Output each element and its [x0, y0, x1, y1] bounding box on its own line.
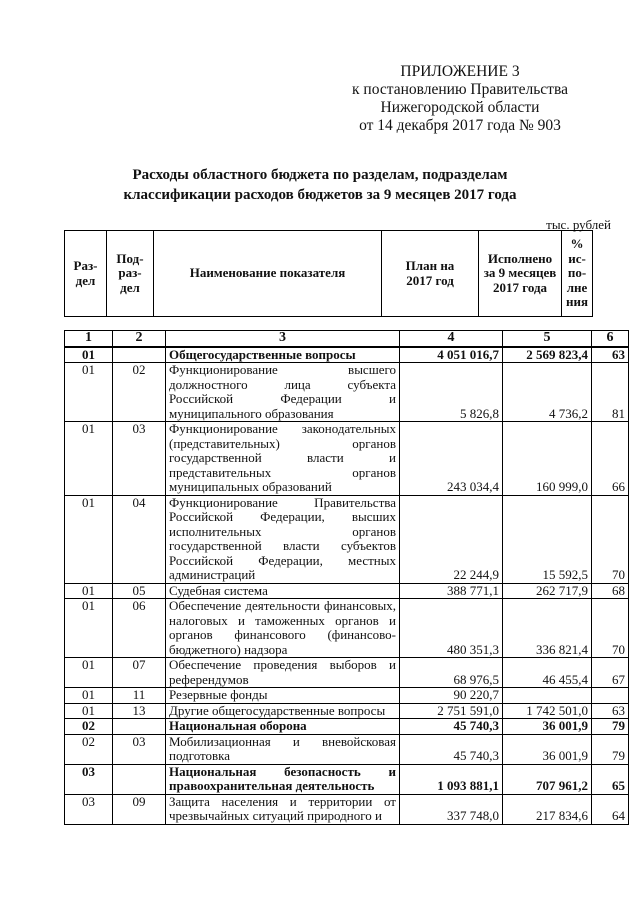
- table-row: [65, 688, 629, 704]
- done-cell: 1 742 501,0: [503, 703, 592, 719]
- razdel-cell: 03: [65, 794, 113, 824]
- table-row: [65, 794, 629, 824]
- header-done: Исполнено за 9 месяцев 2017 года: [479, 231, 562, 317]
- podrazdel-cell: 13: [113, 703, 166, 719]
- pct-cell: 70: [592, 599, 629, 658]
- plan-cell: 243 034,4: [400, 422, 503, 496]
- pct-cell: 81: [592, 363, 629, 422]
- podrazdel-cell: 04: [113, 495, 166, 583]
- name-cell: Функционирование Правительства Российской Федерации, высших исполнительных органов государственной власти субъектов Российской Федерации, местных администраций: [166, 495, 400, 583]
- table-row: [65, 734, 629, 764]
- column-header-table: [64, 230, 593, 317]
- podrazdel-cell: [113, 347, 166, 363]
- table-row: [65, 347, 629, 363]
- plan-cell: 45 740,3: [400, 719, 503, 735]
- name-cell: Судебная система: [166, 583, 400, 599]
- name-cell: Обеспечение проведения выборов и референдумов: [166, 658, 400, 688]
- table-row: [65, 764, 629, 794]
- colnum-1: 1: [65, 331, 113, 347]
- budget-table: [64, 330, 629, 825]
- done-cell: 336 821,4: [503, 599, 592, 658]
- pct-cell: [592, 688, 629, 704]
- done-cell: [503, 688, 592, 704]
- header-razdel: Раз- дел: [65, 231, 107, 317]
- pct-cell: 79: [592, 719, 629, 735]
- table-row: [65, 658, 629, 688]
- done-cell: 160 999,0: [503, 422, 592, 496]
- podrazdel-cell: 07: [113, 658, 166, 688]
- table-row: [65, 363, 629, 422]
- table-row: [65, 703, 629, 719]
- podrazdel-cell: 05: [113, 583, 166, 599]
- document-title: [40, 165, 600, 205]
- plan-cell: 388 771,1: [400, 583, 503, 599]
- done-cell: 4 736,2: [503, 363, 592, 422]
- razdel-cell: 02: [65, 719, 113, 735]
- name-cell: Функционирование законодательных (представительных) органов государственной власти и представительных органов муниципальных образований: [166, 422, 400, 496]
- title-line-2: классификации расходов бюджетов за 9 месяцев 2017 года: [123, 187, 517, 203]
- plan-cell: 90 220,7: [400, 688, 503, 704]
- colnum-5: 5: [503, 331, 592, 347]
- razdel-cell: 01: [65, 363, 113, 422]
- done-cell: 36 001,9: [503, 719, 592, 735]
- header-plan: План на 2017 год: [382, 231, 479, 317]
- colnum-6: 6: [592, 331, 629, 347]
- column-header-row: [65, 231, 593, 317]
- pct-cell: 64: [592, 794, 629, 824]
- name-cell: Обеспечение деятельности финансовых, налоговых и таможенных органов и органов финансового (финансово-бюджетного) надзора: [166, 599, 400, 658]
- header-pct: % ис- по- лне ния: [562, 231, 593, 317]
- podrazdel-cell: 02: [113, 363, 166, 422]
- razdel-cell: 02: [65, 734, 113, 764]
- resolution-line: к постановлению Правительства: [352, 81, 568, 98]
- name-cell: Резервные фонды: [166, 688, 400, 704]
- podrazdel-cell: [113, 719, 166, 735]
- header-name: Наименование показателя: [154, 231, 382, 317]
- pct-cell: 66: [592, 422, 629, 496]
- plan-cell: 337 748,0: [400, 794, 503, 824]
- name-cell: Мобилизационная и вневойсковая подготовка: [166, 734, 400, 764]
- pct-cell: 68: [592, 583, 629, 599]
- pct-cell: 79: [592, 734, 629, 764]
- pct-cell: 63: [592, 703, 629, 719]
- units-label: тыс. рублей: [546, 217, 611, 232]
- name-cell: Национальная оборона: [166, 719, 400, 735]
- document-header: [330, 63, 590, 135]
- title-line-1: Расходы областного бюджета по разделам, подразделам: [132, 167, 508, 183]
- table-row: [65, 719, 629, 735]
- podrazdel-cell: [113, 764, 166, 794]
- podrazdel-cell: 11: [113, 688, 166, 704]
- region-line: Нижегородской области: [380, 99, 540, 116]
- table-row: [65, 583, 629, 599]
- column-numbers-row: [65, 331, 629, 347]
- plan-cell: 5 826,8: [400, 363, 503, 422]
- pct-cell: 63: [592, 347, 629, 363]
- name-cell: Защита населения и территории от чрезвычайных ситуаций природного и: [166, 794, 400, 824]
- plan-cell: 45 740,3: [400, 734, 503, 764]
- razdel-cell: 01: [65, 688, 113, 704]
- done-cell: 46 455,4: [503, 658, 592, 688]
- name-cell: Общегосударственные вопросы: [166, 347, 400, 363]
- pct-cell: 65: [592, 764, 629, 794]
- name-cell: Функционирование высшего должностного лица субъекта Российской Федерации и муниципального образования: [166, 363, 400, 422]
- pct-cell: 70: [592, 495, 629, 583]
- razdel-cell: 01: [65, 599, 113, 658]
- header-podrazdel: Под- раз- дел: [107, 231, 154, 317]
- table-row: [65, 422, 629, 496]
- done-cell: 707 961,2: [503, 764, 592, 794]
- razdel-cell: 01: [65, 583, 113, 599]
- colnum-4: 4: [400, 331, 503, 347]
- plan-cell: 68 976,5: [400, 658, 503, 688]
- table-row: [65, 599, 629, 658]
- razdel-cell: 01: [65, 703, 113, 719]
- plan-cell: 22 244,9: [400, 495, 503, 583]
- appendix-label: ПРИЛОЖЕНИЕ 3: [400, 63, 520, 80]
- done-cell: 2 569 823,4: [503, 347, 592, 363]
- pct-cell: 67: [592, 658, 629, 688]
- razdel-cell: 01: [65, 658, 113, 688]
- name-cell: Национальная безопасность и правоохранительная деятельность: [166, 764, 400, 794]
- done-cell: 36 001,9: [503, 734, 592, 764]
- name-cell: Другие общегосударственные вопросы: [166, 703, 400, 719]
- plan-cell: 1 093 881,1: [400, 764, 503, 794]
- done-cell: 15 592,5: [503, 495, 592, 583]
- razdel-cell: 01: [65, 495, 113, 583]
- done-cell: 262 717,9: [503, 583, 592, 599]
- colnum-2: 2: [113, 331, 166, 347]
- table-row: [65, 495, 629, 583]
- podrazdel-cell: 03: [113, 422, 166, 496]
- plan-cell: 480 351,3: [400, 599, 503, 658]
- colnum-3: 3: [166, 331, 400, 347]
- plan-cell: 2 751 591,0: [400, 703, 503, 719]
- done-cell: 217 834,6: [503, 794, 592, 824]
- date-line: от 14 декабря 2017 года № 903: [359, 117, 561, 134]
- podrazdel-cell: 06: [113, 599, 166, 658]
- podrazdel-cell: 09: [113, 794, 166, 824]
- podrazdel-cell: 03: [113, 734, 166, 764]
- razdel-cell: 01: [65, 347, 113, 363]
- razdel-cell: 03: [65, 764, 113, 794]
- budget-table-body: [65, 331, 629, 825]
- plan-cell: 4 051 016,7: [400, 347, 503, 363]
- razdel-cell: 01: [65, 422, 113, 496]
